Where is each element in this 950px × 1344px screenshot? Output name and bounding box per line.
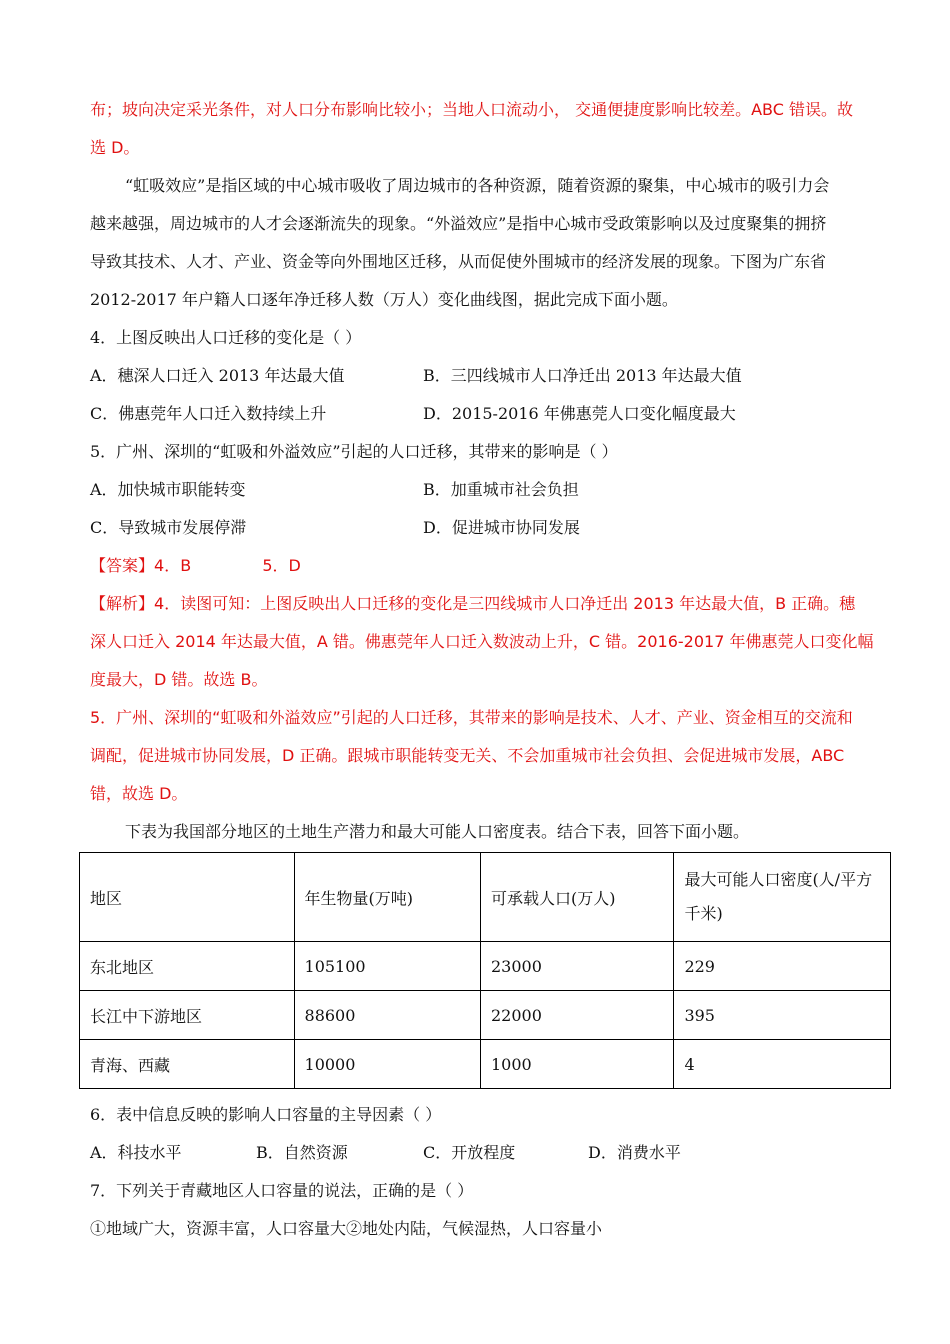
table-row — [80, 942, 891, 991]
analysis-q5-line-3: 错，故选 D。 — [90, 784, 188, 803]
question-4-option-d: D．2015-2016 年佛惠莞人口变化幅度最大 — [423, 404, 736, 423]
table-cell: 10000 — [294, 1040, 480, 1089]
table-header-cell: 可承载人口(万人) — [480, 853, 673, 942]
answer-text: 4．B 5．D — [154, 556, 301, 575]
intro-line-4: 2012-2017 年户籍人口逐年净迁移人数（万人）变化曲线图，据此完成下面小题。 — [90, 290, 678, 309]
population-capacity-table — [79, 852, 891, 1089]
intro-line-2: 越来越强，周边城市的人才会逐渐流失的现象。“外溢效应”是指中心城市受政策影响以及过度聚集的拥挤 — [90, 214, 827, 233]
intro-line-3: 导致其技术、人才、产业、资金等向外围地区迁移，从而促使外围城市的经济发展的现象。下图为广东省 — [90, 252, 827, 271]
table-cell: 1000 — [480, 1040, 673, 1089]
question-6-option-c: C．开放程度 — [423, 1143, 516, 1162]
analysis-label: 【解析】 — [90, 594, 155, 613]
question-7-options-1-2: ①地域广大，资源丰富，人口容量大②地处内陆，气候湿热，人口容量小 — [90, 1219, 603, 1238]
analysis-continued-line-2: 选 D。 — [90, 138, 140, 157]
table-cell: 229 — [674, 942, 891, 991]
question-6-option-d: D．消费水平 — [588, 1143, 681, 1162]
question-5-option-c: C．导致城市发展停滞 — [90, 518, 247, 537]
question-4-stem: 4．上图反映出人口迁移的变化是（ ） — [90, 328, 362, 347]
analysis-line-1 — [90, 592, 855, 616]
table-cell: 长江中下游地区 — [80, 991, 295, 1040]
intro-line-1: “虹吸效应”是指区域的中心城市吸收了周边城市的各种资源，随着资源的聚集，中心城市的吸引力会 — [125, 176, 830, 195]
table-cell: 88600 — [294, 991, 480, 1040]
table-header-cell: 最大可能人口密度(人/平方千米) — [674, 853, 891, 942]
question-6-option-a: A．科技水平 — [90, 1143, 182, 1162]
table-intro: 下表为我国部分地区的土地生产潜力和最大可能人口密度表。结合下表，回答下面小题。 — [125, 822, 750, 841]
question-6-stem: 6．表中信息反映的影响人口容量的主导因素（ ） — [90, 1105, 442, 1124]
table-cell: 东北地区 — [80, 942, 295, 991]
question-6-option-b: B．自然资源 — [256, 1143, 348, 1162]
analysis-q5-line-2: 调配，促进城市协同发展，D 正确。跟城市职能转变无关、不会加重城市社会负担、会促进城市发展，ABC — [90, 746, 845, 765]
table-cell: 395 — [674, 991, 891, 1040]
question-4-option-b: B．三四线城市人口净迁出 2013 年达最大值 — [423, 366, 742, 385]
analysis-q4-line-2: 深人口迁入 2014 年达最大值，A 错。佛惠莞年人口迁入数波动上升，C 错。2016-2017 年佛惠莞人口变化幅 — [90, 632, 874, 651]
analysis-continued-line-1: 布；坡向决定采光条件，对人口分布影响比较小；当地人口流动小， 交通便捷度影响比较差。ABC 错误。故 — [90, 100, 853, 119]
question-7-stem: 7．下列关于青藏地区人口容量的说法，正确的是（ ） — [90, 1181, 474, 1200]
table-row — [80, 1040, 891, 1089]
table-cell: 23000 — [480, 942, 673, 991]
table-header-row — [80, 853, 891, 942]
table-header-cell: 地区 — [80, 853, 295, 942]
analysis-q4-line-3: 度最大，D 错。故选 B。 — [90, 670, 268, 689]
table-cell: 22000 — [480, 991, 673, 1040]
question-5-option-b: B．加重城市社会负担 — [423, 480, 579, 499]
question-5-stem: 5．广州、深圳的“虹吸和外溢效应”引起的人口迁移，其带来的影响是（ ） — [90, 442, 618, 461]
table-cell: 4 — [674, 1040, 891, 1089]
question-4-option-c: C．佛惠莞年人口迁入数持续上升 — [90, 404, 327, 423]
analysis-q5-line-1: 5．广州、深圳的“虹吸和外溢效应”引起的人口迁移，其带来的影响是技术、人才、产业、资金相互的交流和 — [90, 708, 853, 727]
table-cell: 青海、西藏 — [80, 1040, 295, 1089]
question-4-option-a: A．穗深人口迁入 2013 年达最大值 — [90, 366, 345, 385]
answer-line — [90, 554, 301, 578]
table-header-cell: 年生物量(万吨) — [294, 853, 480, 942]
question-5-option-a: A．加快城市职能转变 — [90, 480, 246, 499]
question-5-option-d: D．促进城市协同发展 — [423, 518, 580, 537]
table-cell: 105100 — [294, 942, 480, 991]
analysis-q4-line-1: 4．读图可知：上图反映出人口迁移的变化是三四线城市人口净迁出 2013 年达最大值，B 正确。穗 — [154, 594, 856, 613]
answer-label: 【答案】 — [90, 556, 155, 575]
table-row — [80, 991, 891, 1040]
